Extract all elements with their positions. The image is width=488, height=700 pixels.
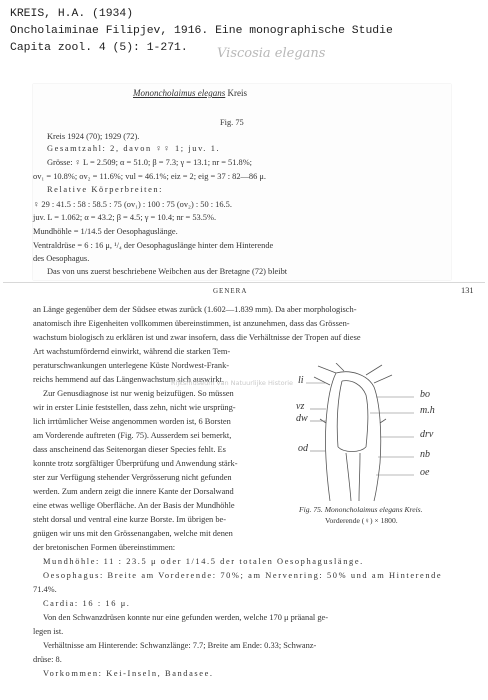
figure-label: li [298, 375, 304, 386]
text-line: an Länge gegenüber dem der Südsee etwas zurück (1.602—1.839 mm). Da aber morphologisch- [33, 305, 357, 314]
text-line: Relative Körperbreiten: [47, 185, 164, 194]
text-line: juv. L = 1.062; α = 43.2; β = 4.5; γ = 10.4; nr = 53.5%. [33, 213, 217, 222]
text-line: 71.4%. [33, 585, 57, 594]
text-line: Vorkommen: Kei-Inseln, Bandasee. [43, 669, 214, 678]
fig-reference: Fig. 75 [220, 118, 244, 127]
text-line: Mundhöhle: 11 : 23.5 μ oder 1/14.5 der totalen Oesophaguslänge. [43, 557, 364, 566]
text-line: Ventraldrüse = 6 : 16 μ, ¹/₄ der Oesophaguslänge hinter dem Hinterende [33, 241, 274, 250]
text-line: steht dorsal und ventral eine kurze Borste. Im übrigen be- [33, 515, 227, 524]
text-line: Das von uns zuerst beschriebene Weibchen aus der Bretagne (72) bleibt [47, 267, 288, 276]
figure-75 [296, 363, 486, 503]
figure-label: oe [420, 467, 430, 478]
text-line: ov₁ = 10.8%; ov₂ = 11.6%; vul = 46.1%; eiz = 2; eig = 37 : 82—86 μ. [33, 172, 266, 181]
text-line: ♀ 29 : 41.5 : 58 : 58.5 : 75 (ov₁) : 100 : 75 (ov₂) : 50 : 16.5. [33, 200, 232, 209]
text-line: wir in erster Linie feststellen, dass zehn, nicht wie ursprüng- [33, 403, 236, 412]
text-line: drüse: 8. [33, 655, 62, 664]
pencil-species-note: Viscosia elegans [217, 46, 326, 61]
text-line: am Vorderende auftreten (Fig. 75). Ausserdem sei bemerkt, [33, 431, 232, 440]
clipping-bottom [3, 282, 485, 697]
text-line: Kreis 1924 (70); 1929 (72). [47, 132, 140, 141]
clipping-top [33, 84, 451, 280]
text-line: wachstum biologisch zu erklären ist und zwar insofern, dass die Verhältnisse der Tropen auf diese [33, 333, 361, 342]
text-line: Grösse: ♀ L = 2.509; α = 51.0; β = 7.3; γ = 13.1; nr = 51.8%; [47, 158, 253, 167]
page-number: 131 [461, 286, 474, 295]
text-line: Zur Genusdiagnose ist nur wenig beizufügen. So müssen [43, 389, 234, 398]
text-line: lich irrtümlicher Weise angenommen worden ist, 6 Borsten [33, 417, 231, 426]
card-journal-line: Capita zool. 4 (5): 1-271. [10, 42, 188, 54]
species-heading [133, 88, 247, 98]
figure-label: m.h [420, 405, 435, 416]
figure-label: od [298, 443, 308, 454]
species-name: Mononcholaimus elegans [133, 88, 226, 98]
text-line: Mundhöhle = 1/14.5 der Oesophaguslänge. [33, 227, 178, 236]
figure-label: bo [420, 389, 430, 400]
text-line [43, 571, 442, 580]
text-line: gnügen wir uns mit den Grössenangaben, welche mit denen [33, 529, 233, 538]
figure-label: nb [420, 449, 430, 460]
text-line: werden. Zum andern zeigt die innere Kante der Dorsalwand [33, 487, 234, 496]
text-line: legen ist. [33, 627, 64, 636]
figure-label: vz [296, 401, 305, 412]
text-line: dass anscheinend das Seitenorgan dieser Species fehlt. Es [33, 445, 226, 454]
figure-label: drv [420, 429, 434, 440]
text-line: anatomisch ihre Eigenheiten vollkommen übereinstimmen, ist anzunehmen, dass das Grössen- [33, 319, 350, 328]
text-line: der bretonischen Formen übereinstimmen: [33, 543, 176, 552]
text-line: des Oesophagus. [33, 254, 90, 263]
figure-caption-rest: Vorderende (♀) × 1800. [325, 516, 398, 525]
text-line: peraturschwankungen unterlegene Küste Nordwest-Frank- [33, 361, 230, 370]
text-line: ster zur Verfügung stehender Vergrösserung nicht gefunden [33, 473, 232, 482]
text-line: Verhältnisse am Hinterende: Schwanzlänge: 7.7; Breite am Ende: 0.33; Schwanz- [43, 641, 317, 650]
text-line: Art wachstumfördernd einwirkt, während die starken Tem- [33, 347, 231, 356]
text-line: Gesamtzahl: 2, davon ♀♀ 1; juv. 1. [47, 144, 221, 153]
text-line: eine etwas wellige Oberfläche. An der Basis der Mundhöhle [33, 501, 235, 510]
nematode-head-drawing [296, 363, 486, 503]
card-title-line: Oncholaiminae Filipjev, 1916. Eine monographische Studie [10, 25, 393, 37]
running-head: GENERA [213, 287, 248, 295]
card-author-line: KREIS, H.A. (1934) [10, 8, 134, 20]
text-line: Cardia: 16 : 16 μ. [43, 599, 131, 608]
species-author: Kreis [227, 88, 247, 98]
text-line: reichs hemmend auf das Längenwachstum sich auswirkt. [33, 375, 224, 384]
figure-label: dw [296, 413, 308, 424]
text-line: Oesophagus: Breite am Vorderende: 70%; am Nervenring: 50% und am Hinterende [43, 571, 443, 580]
text-line: konnte trotz sorgfältiger Überprüfung und Anwendung stärk- [33, 459, 238, 468]
text-line: Von den Schwanzdrüsen konnte nur eine gefunden werden, welche 170 μ präanal ge- [43, 613, 329, 622]
library-stamp: Rijksmuseum van Natuurlijke Historie [171, 379, 294, 387]
figure-caption: Fig. 75. Mononcholaimus elegans Kreis. [299, 505, 423, 514]
